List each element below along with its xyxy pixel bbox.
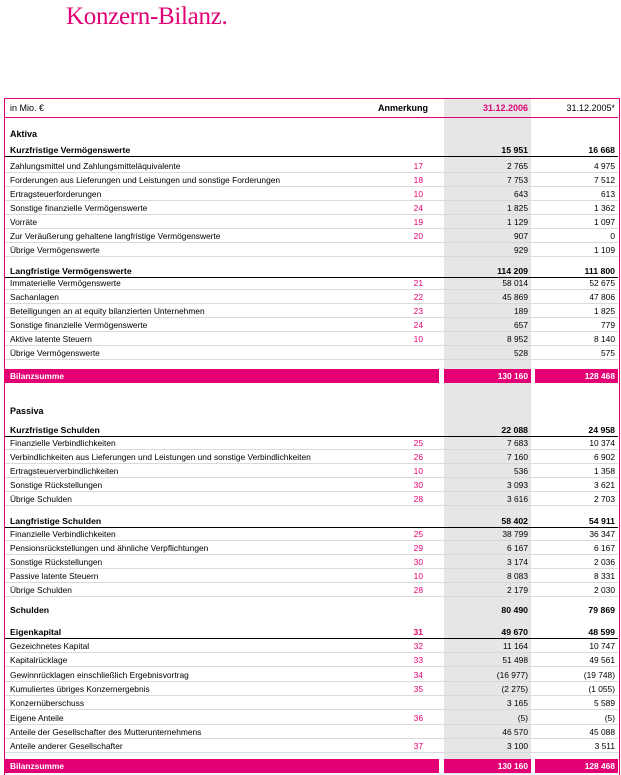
value-2006: 907 [514, 231, 528, 241]
total-value-2006: 130 160 [497, 371, 528, 381]
row-label: Kumuliertes übriges Konzernergebnis [10, 683, 150, 694]
row-label: Übrige Vermögenswerte [10, 348, 100, 358]
section-title-passiva: Passiva [10, 406, 44, 416]
row-rule [5, 505, 618, 506]
value-2006: 45 869 [502, 292, 528, 302]
row-label: Finanzielle Verbindlichkeiten [10, 438, 116, 448]
row-rule [5, 214, 618, 215]
note-ref: 25 [413, 529, 423, 539]
row-rule [5, 738, 618, 739]
note-ref: 36 [413, 712, 423, 723]
note-ref: 24 [413, 203, 423, 213]
note-ref: 24 [413, 320, 423, 330]
value-2006: 114 209 [497, 266, 528, 276]
row-label: Finanzielle Verbindlichkeiten [10, 529, 116, 539]
value-2006: 58 014 [502, 278, 528, 288]
row-label: Ertragsteuerforderungen [10, 189, 102, 199]
row-rule [5, 242, 618, 243]
group-schulden [0, 604, 621, 617]
row-label: Beteiligungen an at equity bilanzierten Unternehmen [10, 306, 205, 316]
value-2006: (2 275) [501, 683, 528, 694]
value-2006: 7 683 [507, 438, 528, 448]
row-rule [5, 303, 618, 304]
row-rule [5, 156, 618, 157]
table-row [0, 654, 621, 667]
table-row [0, 528, 621, 541]
value-2005: 2 036 [594, 557, 615, 567]
value-2005: (19 748) [583, 669, 615, 680]
value-2005: 7 512 [594, 175, 615, 185]
note-ref: 33 [413, 655, 423, 666]
value-2005: 4 975 [594, 161, 615, 171]
row-rule [5, 317, 618, 318]
value-2006: (5) [517, 712, 528, 723]
row-label: Forderungen aus Lieferungen und Leistungen und sonstige Forderungen [10, 175, 281, 185]
group-kurzfristige-vermoegenswerte [0, 144, 621, 157]
table-row [0, 683, 621, 696]
value-2005: 24 958 [588, 425, 615, 435]
note-ref: 19 [413, 217, 423, 227]
value-2006: 51 498 [502, 655, 528, 666]
note-ref: 31 [413, 627, 423, 637]
group-label: Langfristige Vermögenswerte [10, 266, 132, 276]
value-2005: 1 825 [594, 306, 615, 316]
table-row [0, 465, 621, 478]
total-value-2005: 128 468 [584, 371, 615, 381]
row-rule [5, 491, 618, 492]
row-rule [5, 554, 618, 555]
table-row [0, 712, 621, 725]
table-row [0, 347, 621, 360]
table-row [0, 188, 621, 201]
total-label: Bilanzsumme [10, 371, 64, 381]
note-ref: 30 [413, 557, 423, 567]
value-2005: 3 511 [594, 741, 615, 752]
row-rule [5, 638, 618, 639]
value-2006: 3 174 [507, 557, 528, 567]
row-rule [5, 752, 618, 753]
note-ref: 28 [413, 585, 423, 595]
note-ref: 23 [413, 306, 423, 316]
value-2005: 52 675 [589, 278, 615, 288]
value-2005: 2 703 [594, 494, 615, 504]
value-2006: 657 [514, 320, 528, 330]
value-2006: 11 164 [503, 641, 528, 651]
row-rule [5, 256, 618, 257]
value-2006: 46 570 [502, 726, 528, 737]
table-row [0, 202, 621, 215]
row-rule [5, 449, 618, 450]
value-2005: 613 [601, 189, 615, 199]
value-2005: 6 902 [594, 452, 615, 462]
table-row [0, 493, 621, 506]
value-2005: 575 [601, 348, 615, 358]
row-rule [5, 540, 618, 541]
value-2006: 3 093 [507, 480, 528, 490]
row-label: Passive latente Steuern [10, 571, 99, 581]
row-rule [5, 681, 618, 682]
value-2005: (1 055) [588, 683, 615, 694]
row-label: Konzernüberschuss [10, 698, 85, 709]
value-2005: 49 561 [589, 655, 615, 666]
table-row [0, 570, 621, 583]
note-ref: 26 [413, 452, 423, 462]
table-row [0, 479, 621, 492]
section-title-aktiva: Aktiva [10, 129, 38, 139]
note-ref: 10 [413, 189, 423, 199]
value-2006: 58 402 [501, 516, 528, 526]
value-2005: 1 358 [594, 466, 615, 476]
note-column-header: Anmerkung [378, 103, 429, 113]
row-label: Immaterielle Vermögenswerte [10, 278, 121, 288]
table-row [0, 174, 621, 187]
table-row [0, 640, 621, 653]
row-rule [5, 596, 618, 597]
row-rule [5, 345, 618, 346]
note-ref: 25 [413, 438, 423, 448]
value-2006: 536 [514, 466, 528, 476]
row-rule [5, 331, 618, 332]
value-2006: 6 167 [507, 543, 528, 553]
row-rule [5, 652, 618, 653]
value-2005: 47 806 [589, 292, 615, 302]
table-row [0, 726, 621, 739]
total-value-2006: 130 160 [497, 761, 528, 771]
row-label: Übrige Schulden [10, 494, 72, 504]
row-label: Verbindlichkeiten aus Lieferungen und Leistungen und sonstige Verbindlichkeiten [10, 452, 311, 462]
value-2005: 10 374 [589, 438, 615, 448]
row-label: Übrige Schulden [10, 585, 72, 595]
value-2006: 7 753 [507, 175, 528, 185]
value-2005: 1 097 [594, 217, 615, 227]
note-ref: 37 [413, 741, 423, 752]
row-rule [5, 228, 618, 229]
group-label: Kurzfristige Vermögenswerte [10, 145, 131, 155]
row-rule [5, 463, 618, 464]
table-row [0, 291, 621, 304]
value-2005: 1 362 [594, 203, 615, 213]
row-rule [5, 724, 618, 725]
table-row [0, 305, 621, 318]
table-row [0, 697, 621, 710]
total-label: Bilanzsumme [10, 761, 64, 771]
table-row [0, 333, 621, 346]
row-label: Sonstige Rückstellungen [10, 557, 103, 567]
value-2005: 111 800 [584, 266, 615, 276]
header-rule [5, 117, 618, 118]
value-2006: 3 100 [507, 741, 528, 752]
note-ref: 35 [413, 683, 423, 694]
note-ref: 29 [413, 543, 423, 553]
value-2006: 22 088 [501, 425, 528, 435]
value-2006: 15 951 [501, 145, 528, 155]
group-kurzfristige-schulden [0, 424, 621, 437]
value-2006: 528 [514, 348, 528, 358]
row-rule [5, 289, 618, 290]
note-ref: 22 [413, 292, 423, 302]
row-label: Gewinnrücklagen einschließlich Ergebnisvortrag [10, 669, 189, 680]
total-row-passiva [5, 759, 618, 773]
row-label: Sonstige finanzielle Vermögenswerte [10, 320, 148, 330]
value-2006: 2 765 [507, 161, 528, 171]
value-2005: 45 088 [589, 726, 615, 737]
value-2005: 0 [610, 231, 615, 241]
value-2006: 38 799 [502, 529, 528, 539]
row-rule [5, 666, 618, 667]
value-2005: 3 621 [594, 480, 615, 490]
value-2006: 189 [514, 306, 528, 316]
note-ref: 21 [413, 278, 423, 288]
value-2005: 54 911 [588, 516, 615, 526]
note-ref: 17 [413, 161, 423, 171]
table-row [0, 277, 621, 290]
table-row [0, 451, 621, 464]
row-label: Gezeichnetes Kapital [10, 641, 90, 651]
value-2006: 49 670 [501, 627, 528, 637]
row-rule [5, 582, 618, 583]
row-label: Eigene Anteile [10, 712, 64, 723]
row-rule [5, 709, 618, 710]
row-label: Kapitalrücklage [10, 655, 68, 666]
row-label: Sonstige finanzielle Vermögenswerte [10, 203, 148, 213]
table-row [0, 542, 621, 555]
value-2005: 8 140 [594, 334, 615, 344]
value-2006: 643 [514, 189, 528, 199]
row-label: Übrige Vermögenswerte [10, 245, 100, 255]
note-ref: 20 [413, 231, 423, 241]
total-value-2005: 128 468 [584, 761, 615, 771]
row-label: Vorräte [10, 217, 38, 227]
row-label: Zur Veräußerung gehaltene langfristige Vermögenswerte [10, 231, 221, 241]
value-2006: 3 616 [507, 494, 528, 504]
row-rule [5, 200, 618, 201]
total-row-aktiva [5, 369, 618, 383]
group-eigenkapital [0, 626, 621, 639]
value-2006: 8 952 [507, 334, 528, 344]
row-rule [5, 695, 618, 696]
value-2005: 48 599 [588, 627, 615, 637]
note-ref: 28 [413, 494, 423, 504]
table-row [0, 244, 621, 257]
group-label: Kurzfristige Schulden [10, 425, 100, 435]
value-2005: 5 589 [594, 698, 615, 709]
value-2005: (5) [604, 712, 615, 723]
table-row [0, 216, 621, 229]
note-ref: 10 [413, 334, 423, 344]
row-rule [5, 568, 618, 569]
value-2006: 2 179 [507, 585, 528, 595]
row-label: Ertragsteuerverbindlichkeiten [10, 466, 119, 476]
row-rule [5, 186, 618, 187]
row-label: Sonstige Rückstellungen [10, 480, 103, 490]
row-label: Anteile anderer Gesellschafter [10, 741, 123, 752]
group-label: Schulden [10, 605, 50, 615]
group-label: Eigenkapital [10, 627, 62, 637]
value-2006: 3 165 [507, 698, 528, 709]
table-row [0, 669, 621, 682]
value-2005: 1 109 [594, 245, 615, 255]
row-label: Zahlungsmittel und Zahlungsmitteläquivalente [10, 161, 181, 171]
value-2006: 929 [514, 245, 528, 255]
table-row [0, 740, 621, 753]
row-rule [5, 172, 618, 173]
table-row [0, 319, 621, 332]
table-row [0, 160, 621, 173]
value-2006: 80 490 [501, 605, 528, 615]
row-label: Sachanlagen [10, 292, 59, 302]
row-label: Aktive latente Steuern [10, 334, 92, 344]
value-2006: (16 977) [496, 669, 528, 680]
group-langfristige-schulden [0, 515, 621, 528]
row-rule [5, 477, 618, 478]
value-2006: 7 160 [507, 452, 528, 462]
note-ref: 32 [413, 641, 423, 651]
value-2006: 1 825 [507, 203, 528, 213]
unit-label: in Mio. € [10, 103, 45, 113]
value-2005: 2 030 [594, 585, 615, 595]
row-rule [5, 359, 618, 360]
note-ref: 10 [413, 571, 423, 581]
note-ref: 10 [413, 466, 423, 476]
page-title: Konzern-Bilanz. [66, 3, 228, 30]
value-2006: 8 083 [507, 571, 528, 581]
table-row [0, 230, 621, 243]
value-2005: 10 747 [589, 641, 615, 651]
column-header-2006: 31.12.2006 [482, 103, 528, 113]
value-2005: 8 331 [594, 571, 615, 581]
value-2005: 36 347 [589, 529, 615, 539]
group-label: Langfristige Schulden [10, 516, 102, 526]
column-header-2005: 31.12.2005* [566, 103, 615, 113]
note-ref: 34 [413, 669, 423, 680]
value-2005: 6 167 [594, 543, 615, 553]
note-ref: 30 [413, 480, 423, 490]
row-rule [5, 616, 618, 617]
note-ref: 18 [413, 175, 423, 185]
value-2005: 779 [601, 320, 615, 330]
value-2005: 16 668 [588, 145, 615, 155]
table-row [0, 556, 621, 569]
row-label: Pensionsrückstellungen und ähnliche Verpflichtungen [10, 543, 209, 553]
table-row [0, 437, 621, 450]
row-label: Anteile der Gesellschafter des Mutterunternehmens [10, 726, 202, 737]
value-2006: 1 129 [507, 217, 528, 227]
table-row [0, 584, 621, 597]
value-2005: 79 869 [588, 605, 615, 615]
